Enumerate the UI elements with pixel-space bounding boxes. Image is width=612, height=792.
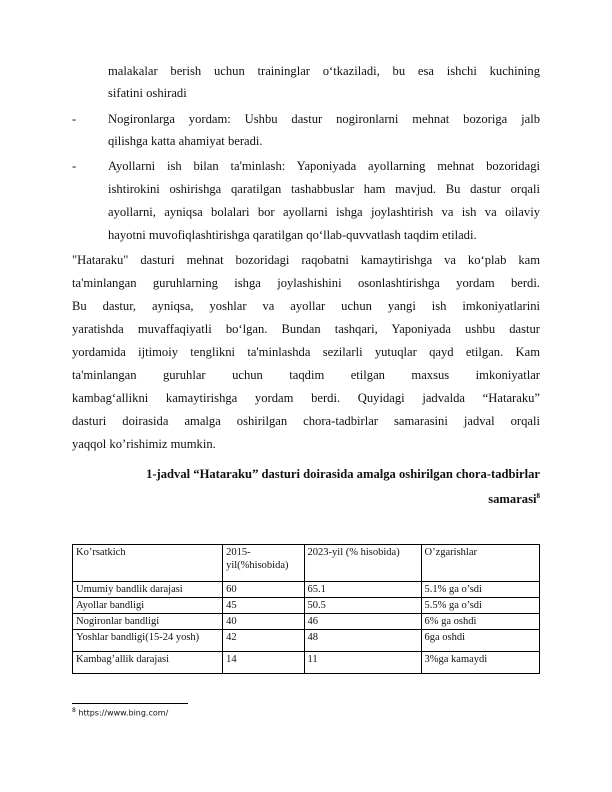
bullet-marker: - — [72, 112, 77, 126]
table-cell: Umumiy bandlik darajasi — [73, 582, 223, 598]
table-caption-end — [72, 485, 540, 510]
header-cell: 2015-yil(%hisobida) — [223, 545, 304, 582]
header-cell: Ko’rsatkich — [73, 545, 223, 582]
bullet-line: Nogironlarga yordam: Ushbu dastur nogironlarni mehnat bozoriga jalb — [108, 112, 540, 126]
table-row — [73, 582, 540, 598]
footnote-number: 8 — [72, 707, 76, 714]
table-cell: 5.1% ga o’sdi — [421, 582, 540, 598]
table-cell: Yoshlar bandligi(15-24 yosh) — [73, 630, 223, 652]
table-cell: Kambag’allik darajasi — [73, 652, 223, 674]
bullet-line: qilishga katta ahamiyat beradi. — [108, 134, 263, 148]
table-cell: 6% ga oshdi — [421, 614, 540, 630]
footnote — [72, 707, 168, 718]
bullet-line: Ayollarni ish bilan ta'minlash: Yaponiyada ayollarning mehnat bozoridagi — [108, 159, 540, 173]
table-cell: 50.5 — [304, 598, 421, 614]
table-cell: 42 — [223, 630, 304, 652]
table-cell: Nogironlar bandligi — [73, 614, 223, 630]
bullet-line: hayotni muvofiqlashtirishga qaratilgan qo‘llab-quvvatlash taqdim etiladi. — [108, 228, 477, 242]
table-cell: 46 — [304, 614, 421, 630]
table-cell: Ayollar bandligi — [73, 598, 223, 614]
table-row — [73, 630, 540, 652]
table-header-row — [73, 545, 540, 582]
table-cell: 11 — [304, 652, 421, 674]
table-row — [73, 652, 540, 674]
footnote-link[interactable]: https://www.bing.com/ — [75, 708, 169, 718]
table-row — [73, 598, 540, 614]
footnote-separator — [72, 703, 188, 704]
main-paragraph-line: yordamida ijtimoiy tenglikni ta'minlashda sezilarli yutuqlar qayd etilgan. Kam — [72, 345, 540, 359]
table-cell: 3%ga kamaydi — [421, 652, 540, 674]
table-caption — [72, 463, 540, 485]
main-paragraph-line: Bu dastur, ayniqsa, yoshlar va ayollar uchun yangi ish imkoniyatlarini — [72, 299, 540, 313]
footnote-ref: 8 — [536, 492, 540, 500]
header-cell: O’zgarishlar — [421, 545, 540, 582]
main-paragraph-line: dasturi doirasida amalga oshirilgan chora-tadbirlar samarasini jadval orqali — [72, 414, 540, 428]
bullet-line: ishtirokini oshirishga qaratilgan tashabbuslar ham mavjud. Bu dastur orqali — [108, 182, 540, 196]
table-cell: 60 — [223, 582, 304, 598]
bullet-marker: - — [72, 159, 77, 173]
table-cell: 45 — [223, 598, 304, 614]
table-cell: 14 — [223, 652, 304, 674]
main-paragraph-line: "Hataraku" dasturi mehnat bozoridagi raqobatni kamaytirishga va ko‘plab kam — [72, 253, 540, 267]
table-cell: 6ga oshdi — [421, 630, 540, 652]
data-table — [72, 544, 540, 674]
table-cell: 5.5% ga o’sdi — [421, 598, 540, 614]
main-paragraph-line: yaqqol ko’rishimiz mumkin. — [72, 437, 216, 451]
bullet-line: ayollarni, ayniqsa bolalari bor ayollarni ishga joylashtirish va ish va oilaviy — [108, 205, 540, 219]
header-cell: 2023-yil (% hisobida) — [304, 545, 421, 582]
paragraph-line: sifatini oshiradi — [108, 86, 187, 100]
table-cell: 48 — [304, 630, 421, 652]
main-paragraph-line: kambag‘allikni kamaytirishga yordam berdi. Quyidagi jadvalda “Hataraku” — [72, 391, 540, 405]
table-row — [73, 614, 540, 630]
table-caption-line2: samarasi — [488, 492, 537, 507]
main-paragraph-line: yaratishda muvaffaqiyatli bo‘lgan. Bundan tashqari, Yaponiyada ushbu dastur — [72, 322, 540, 336]
main-paragraph-line: ta'minlangan guruhlarning ishga joylashishini osonlashtirishga yordam berdi. — [72, 276, 540, 290]
table-cell: 65.1 — [304, 582, 421, 598]
paragraph-line: malakalar berish uchun traininglar o‘tkaziladi, bu esa ishchi kuchining — [108, 64, 540, 78]
table-cell: 40 — [223, 614, 304, 630]
main-paragraph-line: ta'minlangan guruhlar uchun taqdim etilgan maxsus imkoniyatlar — [72, 368, 540, 382]
table-caption-line1: 1-jadval “Hataraku” dasturi doirasida amalga oshirilgan chora-tadbirlar — [146, 467, 540, 481]
